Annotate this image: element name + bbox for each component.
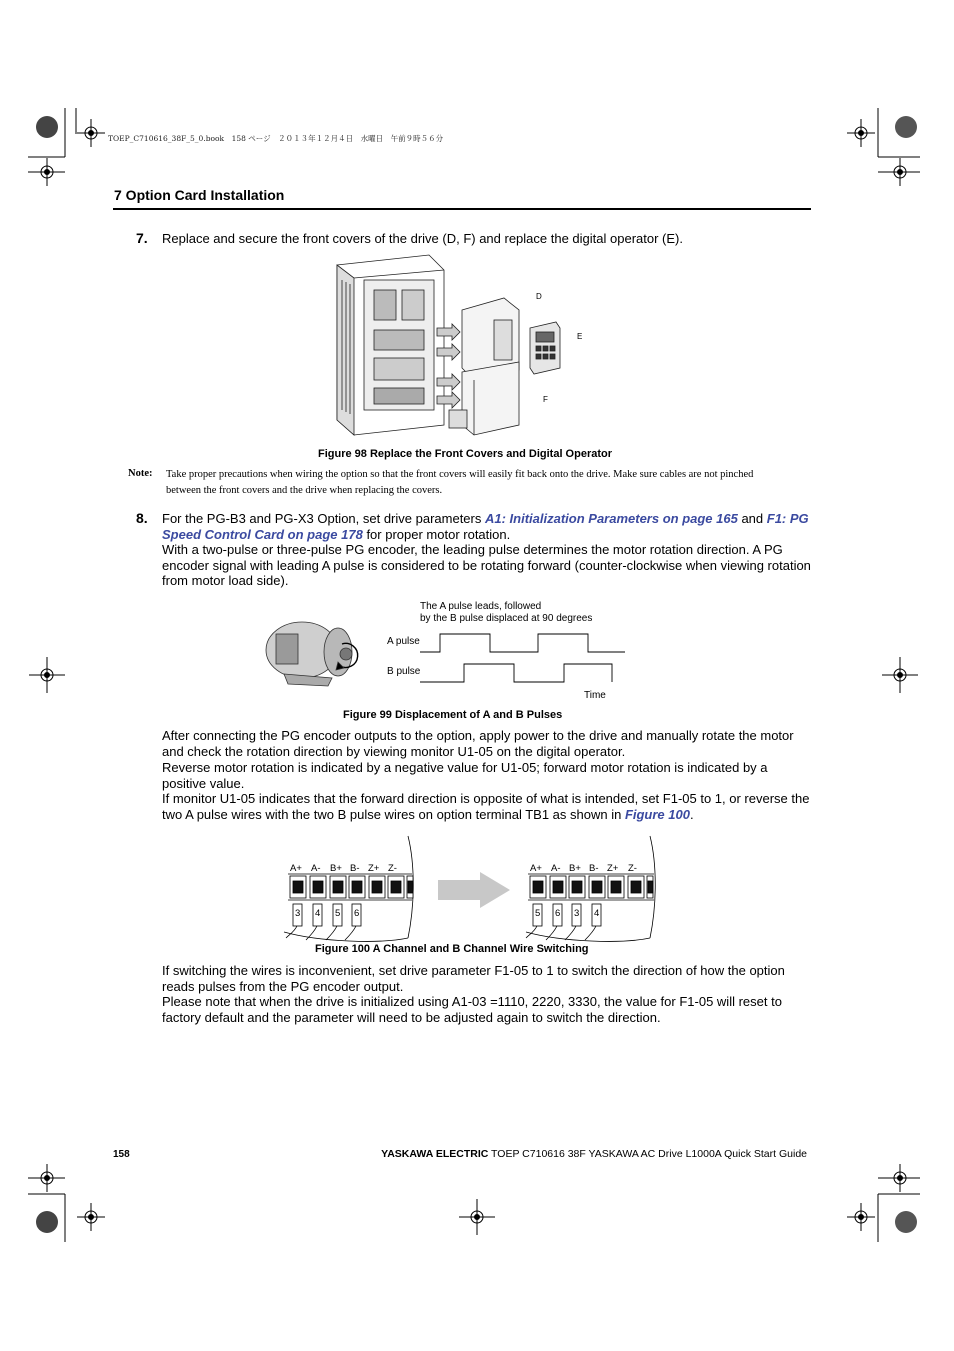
right-terminal-label: A+ [530, 863, 542, 874]
right-terminal-label: B+ [569, 863, 581, 874]
figure-100-illustration [280, 834, 670, 944]
monitor-check-paragraph: After connecting the PG encoder outputs to the option, apply power to the drive and manually rotate the motor and check the rotation direction by viewing monitor U1-05 on the digital operator. [162, 728, 794, 759]
left-wire-number: 6 [354, 908, 360, 919]
figure-99-a-pulse-label: A pulse [387, 636, 420, 647]
wire-swap-paragraph [162, 791, 812, 822]
print-slug: TOEP_C710616_38F_5_0.book 158 ページ ２０１３年１２月４日 水曜日 午前９時５６分 [108, 134, 444, 143]
step-7-number: 7. [136, 230, 148, 246]
figure-98-label-f: F [543, 395, 548, 404]
figure-98-caption: Figure 98 Replace the Front Covers and Digital Operator [318, 448, 613, 460]
right-wire-number: 4 [594, 908, 600, 919]
figure-98-label-d: D [536, 292, 542, 301]
link-f1-pg-speed-control[interactable]: F1: PG Speed Control Card on page 178 [162, 511, 809, 542]
left-terminal-label: Z- [388, 863, 397, 874]
motor-icon [262, 614, 362, 690]
footer-document [381, 1148, 807, 1160]
left-terminal-label: A- [311, 863, 321, 874]
step-8-text-post: for proper motor rotation. [362, 526, 511, 542]
right-terminal-label: A- [551, 863, 561, 874]
left-wire-number: 3 [295, 908, 301, 919]
note-label: Note: [128, 468, 153, 479]
figure-98-illustration [334, 250, 594, 442]
wire-swap-text: If monitor U1-05 indicates that the forward direction is opposite of what is intended, set F1-05 to 1, or reverse the two A pulse wires with the two B pulse wires on option terminal TB1 as shown in [162, 791, 810, 822]
right-terminal-label: B- [589, 863, 599, 874]
link-figure-100[interactable]: Figure 100 [624, 806, 690, 822]
step-8-number: 8. [136, 510, 148, 526]
right-terminal-label: Z+ [607, 863, 619, 874]
left-wire-number: 4 [315, 908, 321, 919]
section-title: 7 Option Card Installation [114, 187, 285, 203]
a-pulse-waveform [420, 634, 625, 652]
figure-99-annotation-line-1: The A pulse leads, followed [420, 601, 542, 612]
reverse-rotation-paragraph: Reverse motor rotation is indicated by a negative value for U1-05; forward motor rotation is indicated by a positive value. [162, 760, 768, 791]
step-8-text-mid: and [737, 511, 767, 526]
figure-98-label-e: E [577, 332, 583, 341]
right-wire-number: 6 [555, 908, 561, 919]
figure-99-time-label: Time [584, 690, 606, 701]
step-7-text: Replace and secure the front covers of the drive (D, F) and replace the digital operator (E). [162, 231, 683, 246]
footer-doc-title: TOEP C710616 38F YASKAWA AC Drive L1000A Quick Start Guide [488, 1148, 807, 1160]
closing-paragraph-1: If switching the wires is inconvenient, set drive parameter F1-05 to 1 to switch the direction of how the option reads pulses from the PG encoder output. [162, 963, 785, 994]
page-number: 158 [113, 1149, 130, 1160]
note-text: Take proper precautions when wiring the option so that the front covers will easily fit back onto the drive. Make sure cables are not pinched between the front covers and the drive when replacing the covers. [166, 469, 754, 496]
b-pulse-waveform [420, 664, 612, 682]
step-8-text-pre: For the PG-B3 and PG-X3 Option, set drive parameters [162, 511, 485, 526]
wire-swap-text-end: . [689, 806, 694, 822]
swap-arrow [438, 872, 510, 908]
left-terminal-label: Z+ [368, 863, 380, 874]
figure-99-annotation-line-2: by the B pulse displaced at 90 degrees [420, 613, 593, 624]
step-8-paragraph-1 [162, 511, 812, 542]
left-terminal-label: B+ [330, 863, 342, 874]
pulse-waveforms [420, 628, 630, 688]
left-terminal-label: B- [350, 863, 360, 874]
step-8-paragraph-2: With a two-pulse or three-pulse PG encoder, the leading pulse determines the motor rotation direction. A PG encoder signal with leading A pulse is considered to be rotating forward (counter-clockwise when viewing rotation from motor load side). [162, 542, 811, 589]
header-rule [113, 208, 811, 210]
left-terminal-label: A+ [290, 863, 302, 874]
right-terminal-label: Z- [628, 863, 637, 874]
right-wire-number: 5 [535, 908, 541, 919]
figure-99-b-pulse-label: B pulse [387, 666, 421, 677]
closing-paragraph-2: Please note that when the drive is initialized using A1-03 =1110, 2220, 3330, the value for F1-05 will reset to factory default and the parameter will need to be adjusted again to switch the direction. [162, 994, 782, 1025]
footer-brand: YASKAWA ELECTRIC [381, 1148, 489, 1160]
left-wire-number: 5 [335, 908, 341, 919]
link-a1-initialization[interactable]: A1: Initialization Parameters on page 165 [484, 511, 738, 526]
right-wire-number: 3 [574, 908, 580, 919]
figure-99-caption: Figure 99 Displacement of A and B Pulses [343, 709, 563, 721]
figure-100-caption: Figure 100 A Channel and B Channel Wire Switching [315, 943, 589, 955]
